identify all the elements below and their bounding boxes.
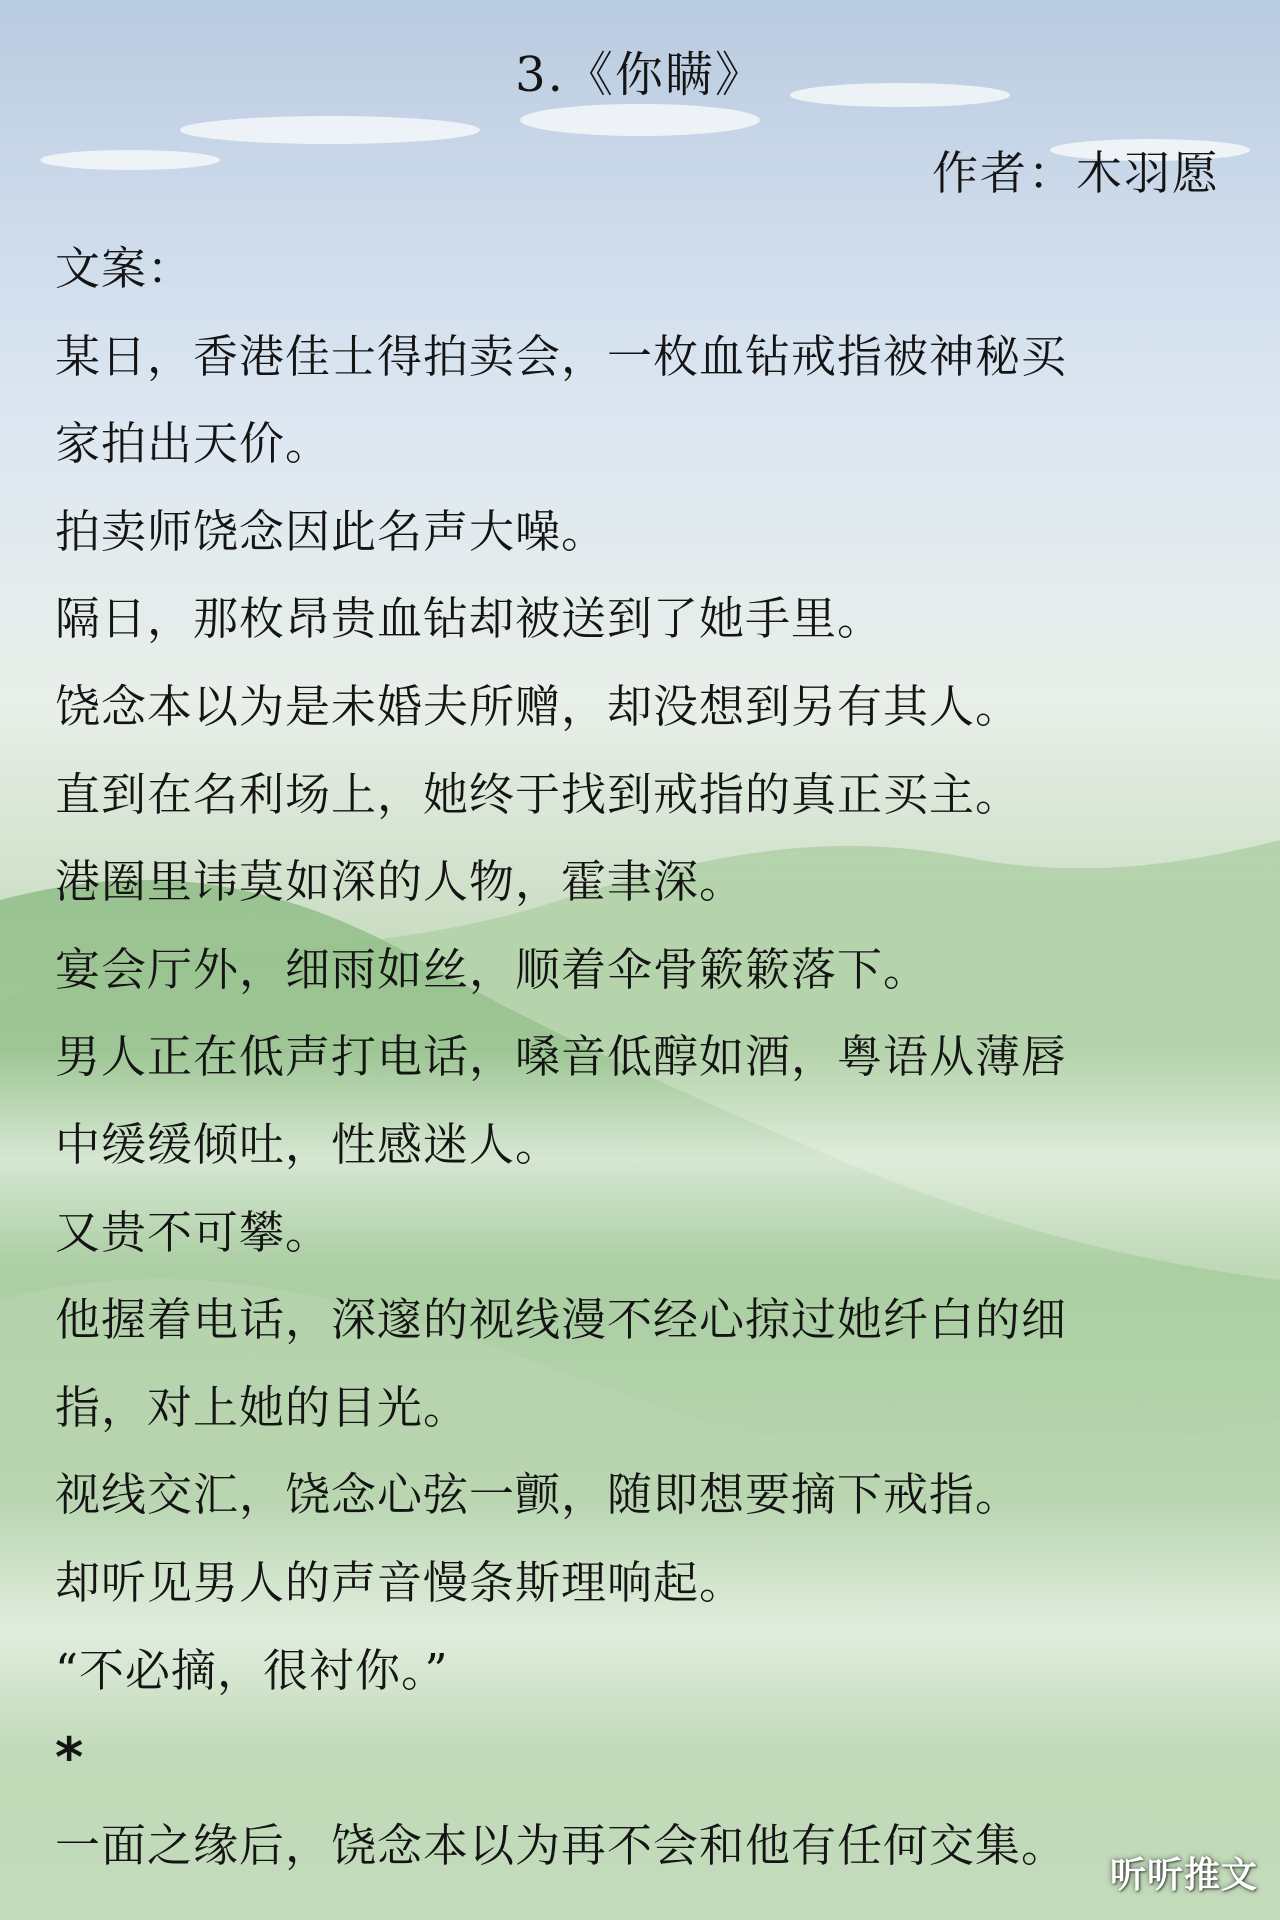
text-line: 又贵不可攀。 <box>55 1205 332 1259</box>
text-line: 视线交汇，饶念心弦一颤，随即想要摘下戒指。 <box>55 1468 1022 1522</box>
text-line: 他握着电话，深邃的视线漫不经心掠过她纤白的细 <box>55 1293 1068 1347</box>
watermark: 听听推文 <box>1109 1855 1258 1896</box>
quote-line: “不必摘，很衬你。” <box>55 1643 449 1697</box>
text-line: 男人正在低声打电话，嗓音低醇如酒，粤语从薄唇 <box>55 1030 1068 1084</box>
text-line: 一面之缘后，饶念本以为再不会和他有任何交集。 <box>55 1818 1068 1872</box>
author-line: 作者：木羽愿 <box>932 146 1220 200</box>
text-line: 宴会厅外，细雨如丝，顺着伞骨簌簌落下。 <box>55 942 930 996</box>
text-line: 隔日，那枚昂贵血钻却被送到了她手里。 <box>55 592 884 646</box>
text-line: 直到在名利场上，她终于找到戒指的真正买主。 <box>55 767 1022 821</box>
text-line: 某日，香港佳士得拍卖会，一枚血钻戒指被神秘买 <box>55 329 1068 383</box>
article-title: 3.《你瞒》 <box>515 47 765 103</box>
section-separator: * <box>55 1726 85 1790</box>
text-line: 家拍出天价。 <box>55 417 332 471</box>
text-line: 指，对上她的目光。 <box>55 1380 470 1434</box>
synopsis-heading: 文案： <box>55 242 194 295</box>
text-line: 港圈里讳莫如深的人物，霍聿深。 <box>55 855 746 909</box>
text-line: 饶念本以为是未婚夫所赠，却没想到另有其人。 <box>55 679 1022 733</box>
text-line: 却听见男人的声音慢条斯理响起。 <box>55 1555 746 1609</box>
text-line: 中缓缓倾吐，性感迷人。 <box>55 1117 562 1171</box>
synopsis-body <box>55 225 1225 1889</box>
text-line: 拍卖师饶念因此名声大噪。 <box>55 504 608 558</box>
